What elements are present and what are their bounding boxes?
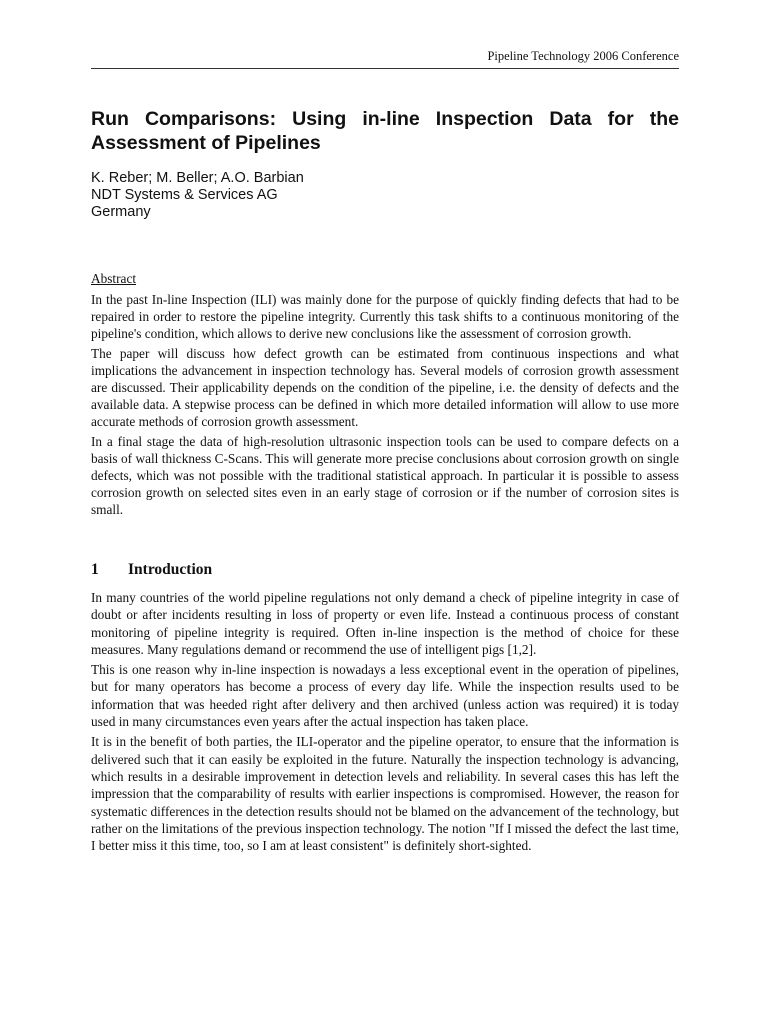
section-heading-introduction xyxy=(91,561,212,579)
abstract-paragraph: In the past In-line Inspection (ILI) was mainly done for the purpose of quickly finding defects that had to be repaired in order to restore the pipeline integrity. Currently this task shifts to a continuous monitoring of the pipeline's condition, which allows to derive new conclusions like the assessment of corrosion growth. xyxy=(91,292,679,342)
section-number: 1 xyxy=(91,561,99,578)
introduction-body xyxy=(91,589,679,857)
abstract-body xyxy=(91,291,679,521)
header-rule xyxy=(91,68,679,69)
author-affiliation: NDT Systems & Services AG xyxy=(91,187,278,203)
author-block xyxy=(91,170,304,221)
introduction-paragraph: This is one reason why in-line inspection is nowadays a less exceptional event in the operation of pipelines, but for many operators has become a process of every day life. While the inspection results used to be information that was heeded right after delivery and then archived (unless action was required) it is today used in many circumstances even years after the actual inspection has taken place. xyxy=(91,662,679,730)
paper-title: Run Comparisons: Using in-line Inspection Data for the Assessment of Pipelines xyxy=(91,108,679,154)
abstract-paragraph: The paper will discuss how defect growth can be estimated from continuous inspections and what implications the advancement in inspection technology has. Several models of corrosion growth assessment are discussed. Their applicability depends on the condition of the pipeline, i.e. the density of defects and the available data. A stepwise process can be defined in which more detailed information will allow to use more accurate methods of corrosion growth assessment. xyxy=(91,345,679,430)
author-country: Germany xyxy=(91,204,151,220)
introduction-paragraph: It is in the benefit of both parties, the ILI-operator and the pipeline operator, to ensure that the information is delivered such that it can easily be exploited in the future. Naturally the inspection technology is advancing, which results in a desirable improvement in detection levels and reliability. In several cases this has left the impression that the comparability of results with earlier inspections is compromised. However, the reason for systematic differences in the detection results should not be blamed on the advancement of the technology, but rather on the limitations of the previous inspection technology. The notion "If I missed the defect the last time, I better miss it this time, too, so I am at least consistent" is definitely short-sighted. xyxy=(91,734,679,854)
introduction-paragraph: In many countries of the world pipeline regulations not only demand a check of pipeline integrity in case of doubt or after incidents resulting in loss of property or even life. Instead a continuous process of constant monitoring of pipeline integrity is required. Often in-line inspection is the method of choice for these measures. Many regulations demand or recommend the use of intelligent pigs [1,2]. xyxy=(91,590,679,657)
running-header: Pipeline Technology 2006 Conference xyxy=(487,49,679,63)
author-names: K. Reber; M. Beller; A.O. Barbian xyxy=(91,170,304,186)
abstract-paragraph: In a final stage the data of high-resolution ultrasonic inspection tools can be used to compare defects on a basis of wall thickness C-Scans. This will generate more precise conclusions about corrosion growth on single defects, which was not possible with the traditional statistical approach. In particular it is possible to assess corrosion growth on selected sites even in an early stage of corrosion or if the number of corrosion sites is small. xyxy=(91,433,679,518)
section-title: Introduction xyxy=(128,561,213,578)
abstract-heading: Abstract xyxy=(91,271,137,286)
